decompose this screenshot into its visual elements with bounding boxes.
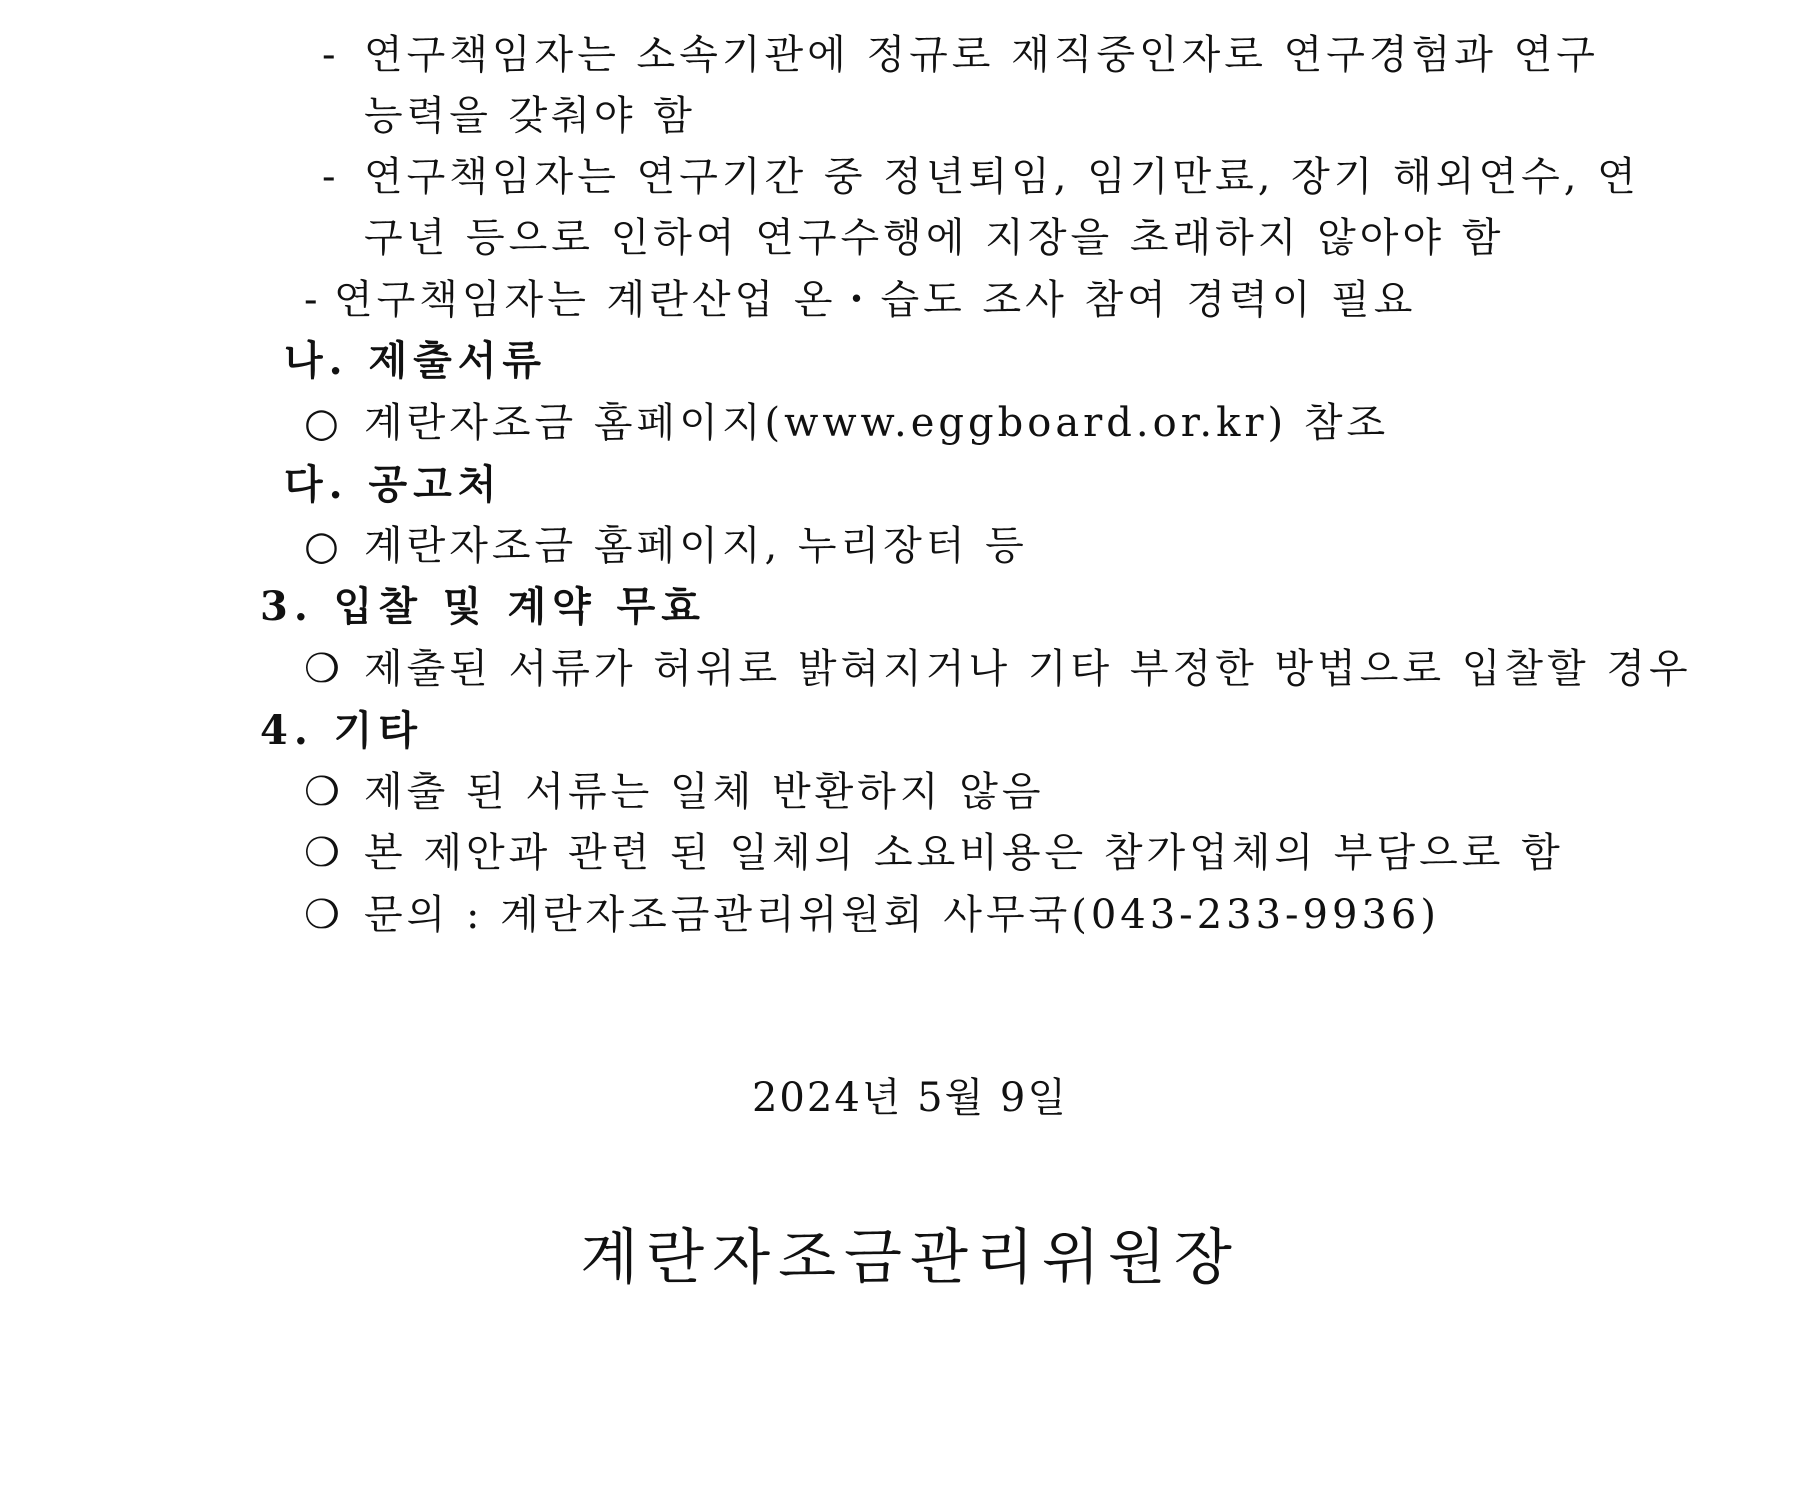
requirement-3 [304,276,1416,324]
list-item-text: 본 제안과 관련 된 일체의 소요비용은 참가업체의 부담으로 함 [364,830,1564,876]
shadowed-circle-bullet-icon: ❍ [304,830,344,876]
circle-bullet-icon: ○ [304,523,343,569]
requirement-1 [322,31,1599,79]
shadowed-circle-bullet-icon: ❍ [304,769,344,815]
requirement-3-text: 연구책임자는 계란산업 온・습도 조사 참여 경력이 필요 [334,277,1417,323]
list-item-etc-2 [304,829,1564,877]
section-heading-4: 4. 기타 [260,707,423,754]
list-item-submission-documents [304,399,1389,447]
list-item-text: 제출 된 서류는 일체 반환하지 않음 [364,769,1045,815]
document-date: 2024년 5월 9일 [751,1075,1069,1121]
requirement-2-continued: 구년 등으로 인하여 연구수행에 지장을 초래하지 않아야 함 [364,215,1505,261]
list-item-etc-3 [304,891,1440,939]
requirement-2 [322,153,1640,201]
list-item-text: 문의 : 계란자조금관리위원회 사무국(043-233-9936) [364,892,1440,938]
list-item-invalid-bid [304,645,1692,693]
dash-marker: - [322,154,340,200]
requirement-1-text: 연구책임자는 소속기관에 정규로 재직중인자로 연구경험과 연구 [364,32,1599,78]
signature-title: 계란자조금관리위원장 [580,1223,1240,1293]
requirement-1-continued: 능력을 갖춰야 함 [364,93,696,139]
shadowed-circle-bullet-icon: ❍ [304,646,344,692]
subheading-submission-documents: 나. 제출서류 [284,337,548,384]
dash-marker: - [304,277,322,323]
dash-marker: - [322,32,340,78]
subheading-notice-place: 다. 공고처 [284,461,503,508]
list-item-text: 제출된 서류가 허위로 밝혀지거나 기타 부정한 방법으로 입찰할 경우 [364,646,1692,692]
list-item-etc-1 [304,768,1045,816]
list-item-notice-place [304,522,1028,570]
circle-bullet-icon: ○ [304,400,343,446]
list-item-text: 계란자조금 홈페이지(www.eggboard.or.kr) 참조 [364,400,1390,446]
list-item-text: 계란자조금 홈페이지, 누리장터 등 [364,523,1028,569]
section-heading-3: 3. 입찰 및 계약 무효 [260,583,706,630]
shadowed-circle-bullet-icon: ❍ [304,892,344,938]
requirement-2-text: 연구책임자는 연구기간 중 정년퇴임, 임기만료, 장기 해외연수, 연 [364,154,1640,200]
